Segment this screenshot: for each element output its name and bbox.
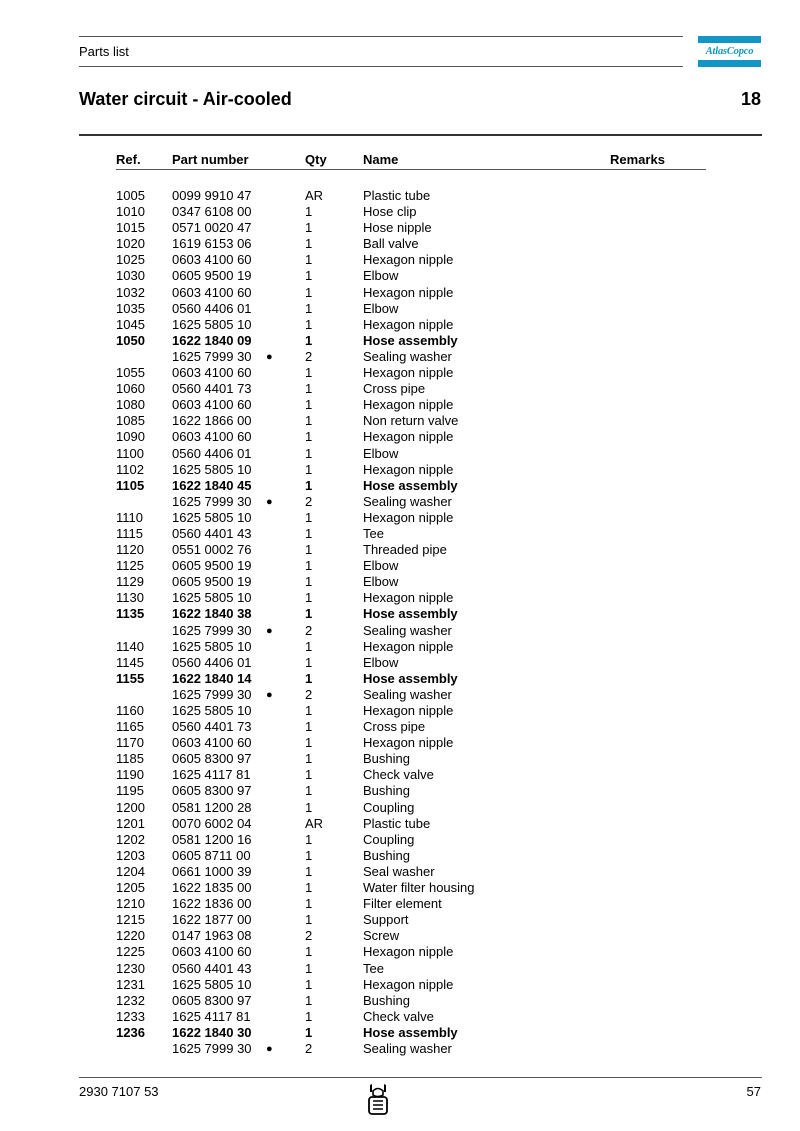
row-part-number: 1622 1877 00 xyxy=(172,912,252,928)
header-rule-top xyxy=(79,36,683,37)
row-qty: 1 xyxy=(305,831,313,847)
row-qty: 1 xyxy=(305,397,313,413)
row-part-number: 0605 9500 19 xyxy=(172,574,252,590)
page-number: 57 xyxy=(746,1084,761,1099)
row-name: Elbow xyxy=(363,574,399,590)
row-qty: 1 xyxy=(305,751,313,767)
row-part-number: 1622 1840 45 xyxy=(172,477,252,493)
row-qty: 1 xyxy=(305,590,313,606)
row-name: Elbow xyxy=(363,300,399,316)
row-name: Sealing washer xyxy=(363,493,452,509)
atlas-copco-logo xyxy=(698,36,761,67)
row-name: Elbow xyxy=(363,445,399,461)
table-row xyxy=(0,268,800,284)
row-ref: 1230 xyxy=(116,960,145,976)
row-name: Hose assembly xyxy=(363,332,458,348)
row-name: Hose nipple xyxy=(363,220,432,236)
row-qty: AR xyxy=(305,188,324,203)
row-part-number: 0581 1200 16 xyxy=(172,831,252,847)
row-qty: 1 xyxy=(305,381,313,397)
row-qty: 1 xyxy=(305,944,313,960)
row-ref: 1020 xyxy=(116,236,145,252)
table-row xyxy=(0,429,800,445)
table-row xyxy=(0,816,800,832)
row-name: Sealing washer xyxy=(363,622,452,638)
row-name: Elbow xyxy=(363,654,399,670)
row-part-number: 0605 8300 97 xyxy=(172,783,252,799)
row-ref: 1165 xyxy=(116,719,144,735)
table-row xyxy=(0,928,800,944)
row-part-number: 0661 1000 39 xyxy=(172,863,252,879)
row-qty: 1 xyxy=(305,236,313,252)
table-row xyxy=(0,510,800,526)
table-row xyxy=(0,236,800,252)
row-name: Plastic tube xyxy=(363,815,431,831)
row-name: Coupling xyxy=(363,831,415,847)
row-part-number: 1625 7999 30 xyxy=(172,622,252,638)
row-qty: 1 xyxy=(305,558,313,574)
row-name: Bushing xyxy=(363,783,410,799)
row-part-number: 1622 1840 09 xyxy=(172,332,252,348)
table-row xyxy=(0,446,800,462)
row-part-number: 0603 4100 60 xyxy=(172,365,252,381)
table-row xyxy=(0,317,800,333)
row-name: Hexagon nipple xyxy=(363,735,454,751)
table-row xyxy=(0,896,800,912)
row-qty: 1 xyxy=(305,284,313,300)
service-kit-icon xyxy=(366,1082,390,1118)
row-qty: 1 xyxy=(305,461,313,477)
row-name: Check valve xyxy=(363,767,434,783)
row-ref: 1045 xyxy=(116,316,145,332)
row-part-number: 1625 5805 10 xyxy=(172,638,252,654)
row-ref: 1035 xyxy=(116,300,145,316)
table-row xyxy=(0,220,800,236)
row-qty: 1 xyxy=(305,783,313,799)
column-header-remarks: Remarks xyxy=(610,152,665,167)
table-row xyxy=(0,623,800,639)
table-row xyxy=(0,558,800,574)
row-part-number: 0605 9500 19 xyxy=(172,558,252,574)
row-ref: 1140 xyxy=(116,638,144,654)
row-qty: 1 xyxy=(305,767,313,783)
row-ref: 1090 xyxy=(116,429,145,445)
row-ref: 1030 xyxy=(116,268,145,284)
row-qty: 1 xyxy=(305,670,313,686)
row-name: Sealing washer xyxy=(363,1040,452,1056)
row-part-number: 0560 4401 43 xyxy=(172,525,252,541)
row-ref: 1060 xyxy=(116,381,145,397)
row-ref: 1204 xyxy=(116,863,145,879)
row-qty: 1 xyxy=(305,477,313,493)
table-row xyxy=(0,719,800,735)
row-ref: 1160 xyxy=(116,703,144,718)
row-qty: 1 xyxy=(305,1008,313,1024)
row-name: Hexagon nipple xyxy=(363,397,454,413)
row-part-number: 1622 1835 00 xyxy=(172,880,252,896)
row-part-number: 1625 7999 30 xyxy=(172,493,252,509)
row-name: Cross pipe xyxy=(363,719,426,735)
table-row xyxy=(0,301,800,317)
row-part-number: 1625 5805 10 xyxy=(172,976,252,992)
row-qty: 1 xyxy=(305,847,313,863)
row-ref: 1125 xyxy=(116,558,144,574)
row-part-number: 0605 8300 97 xyxy=(172,751,252,767)
row-name: Tee xyxy=(363,960,384,976)
row-ref: 1155 xyxy=(116,670,145,686)
row-qty: 1 xyxy=(305,574,313,590)
table-row xyxy=(0,204,800,220)
row-name: Threaded pipe xyxy=(363,542,447,558)
row-part-number: 0560 4406 01 xyxy=(172,445,252,461)
row-name: Support xyxy=(363,912,409,928)
service-kit-marker-icon: ● xyxy=(266,350,273,363)
row-name: Sealing washer xyxy=(363,686,452,702)
row-name: Hexagon nipple xyxy=(363,509,454,525)
row-ref: 1202 xyxy=(116,831,145,847)
row-name: Hexagon nipple xyxy=(363,316,454,332)
row-name: Hose assembly xyxy=(363,1024,458,1040)
row-qty: 2 xyxy=(305,622,313,638)
row-part-number: 1625 5805 10 xyxy=(172,703,252,718)
table-row xyxy=(0,413,800,429)
row-qty: 2 xyxy=(305,1040,313,1056)
column-header-ref: Ref. xyxy=(116,152,141,167)
row-ref: 1233 xyxy=(116,1008,145,1024)
row-name: Tee xyxy=(363,525,384,541)
table-row xyxy=(0,606,800,622)
table-row xyxy=(0,735,800,751)
row-ref: 1195 xyxy=(116,783,144,799)
row-ref: 1135 xyxy=(116,606,145,622)
row-name: Bushing xyxy=(363,847,410,863)
column-header-part-number: Part number xyxy=(172,152,249,167)
table-row xyxy=(0,961,800,977)
row-part-number: 1625 5805 10 xyxy=(172,316,252,332)
row-part-number: 0605 8711 00 xyxy=(172,847,251,863)
row-part-number: 0603 4100 60 xyxy=(172,284,252,300)
table-row xyxy=(0,687,800,703)
row-part-number: 0603 4100 60 xyxy=(172,397,252,413)
row-qty: 1 xyxy=(305,525,313,541)
row-ref: 1032 xyxy=(116,284,145,300)
row-qty: 1 xyxy=(305,1024,313,1040)
row-qty: 2 xyxy=(305,348,313,364)
row-ref: 1190 xyxy=(116,767,144,783)
row-part-number: 1625 7999 30 xyxy=(172,348,252,364)
row-ref: 1185 xyxy=(116,751,144,767)
row-part-number: 1625 5805 10 xyxy=(172,590,252,606)
row-ref: 1201 xyxy=(116,815,145,831)
row-name: Hexagon nipple xyxy=(363,365,454,381)
table-row xyxy=(0,848,800,864)
row-part-number: 0560 4406 01 xyxy=(172,300,252,316)
row-qty: 1 xyxy=(305,429,313,445)
row-name: Elbow xyxy=(363,558,399,574)
table-row xyxy=(0,542,800,558)
row-qty: 1 xyxy=(305,365,313,381)
row-name: Coupling xyxy=(363,799,415,815)
row-part-number: 0605 8300 97 xyxy=(172,992,252,1008)
row-ref: 1025 xyxy=(116,252,145,268)
row-part-number: 0603 4100 60 xyxy=(172,944,252,960)
row-qty: 1 xyxy=(305,880,313,896)
row-qty: 1 xyxy=(305,445,313,461)
parts-table xyxy=(0,188,800,1057)
row-part-number: 0560 4401 43 xyxy=(172,960,252,976)
row-qty: 1 xyxy=(305,992,313,1008)
row-name: Water filter housing xyxy=(363,880,475,896)
table-row xyxy=(0,944,800,960)
row-name: Ball valve xyxy=(363,236,419,252)
row-qty: 1 xyxy=(305,654,313,670)
row-part-number: 0099 9910 47 xyxy=(172,188,252,203)
row-part-number: 1625 5805 10 xyxy=(172,509,252,525)
logo-text: AtlasCopco xyxy=(698,43,761,60)
row-part-number: 0560 4406 01 xyxy=(172,654,252,670)
row-name: Hexagon nipple xyxy=(363,944,454,960)
page-title: Water circuit - Air-cooled xyxy=(79,89,292,109)
service-kit-marker-icon: ● xyxy=(266,688,273,701)
row-ref: 1015 xyxy=(116,220,145,236)
table-row xyxy=(0,252,800,268)
row-name: Hose assembly xyxy=(363,670,458,686)
table-row xyxy=(0,639,800,655)
row-ref: 1210 xyxy=(116,896,145,912)
section-number: 18 xyxy=(740,89,761,109)
title-rule xyxy=(79,134,762,136)
row-name: Elbow xyxy=(363,268,399,284)
table-row xyxy=(0,365,800,381)
table-row xyxy=(0,977,800,993)
row-ref: 1105 xyxy=(116,477,145,493)
row-ref: 1129 xyxy=(116,574,144,590)
row-part-number: 1619 6153 06 xyxy=(172,236,252,252)
table-row xyxy=(0,381,800,397)
row-name: Hose assembly xyxy=(363,477,458,493)
row-part-number: 1625 5805 10 xyxy=(172,461,252,477)
row-name: Hexagon nipple xyxy=(363,638,454,654)
row-ref: 1115 xyxy=(116,525,143,541)
row-qty: 1 xyxy=(305,252,313,268)
row-part-number: 1622 1866 00 xyxy=(172,413,252,429)
row-name: Check valve xyxy=(363,1008,434,1024)
row-name: Cross pipe xyxy=(363,381,426,397)
row-name: Hexagon nipple xyxy=(363,429,454,445)
row-name: Screw xyxy=(363,928,400,944)
row-qty: 1 xyxy=(305,300,313,316)
row-part-number: 0560 4401 73 xyxy=(172,719,252,735)
row-ref: 1055 xyxy=(116,365,145,381)
row-part-number: 0347 6108 00 xyxy=(172,204,252,220)
table-row xyxy=(0,880,800,896)
table-row xyxy=(0,188,800,204)
row-ref: 1080 xyxy=(116,397,145,413)
table-row xyxy=(0,655,800,671)
table-row xyxy=(0,1025,800,1041)
row-qty: 2 xyxy=(305,928,313,944)
row-qty: 1 xyxy=(305,332,313,348)
row-part-number: 1625 4117 81 xyxy=(172,1008,251,1024)
row-ref: 1010 xyxy=(116,204,145,220)
row-name: Plastic tube xyxy=(363,188,431,203)
row-part-number: 0603 4100 60 xyxy=(172,429,252,445)
row-part-number: 1622 1840 38 xyxy=(172,606,252,622)
row-ref: 1225 xyxy=(116,944,145,960)
service-kit-marker-icon: ● xyxy=(266,495,273,508)
row-name: Filter element xyxy=(363,896,442,912)
table-row xyxy=(0,494,800,510)
table-row xyxy=(0,1041,800,1057)
row-ref: 1120 xyxy=(116,542,144,558)
column-header-name: Name xyxy=(363,152,399,167)
row-qty: 1 xyxy=(305,735,313,751)
row-qty: 2 xyxy=(305,493,313,509)
table-row xyxy=(0,912,800,928)
row-ref: 1130 xyxy=(116,590,144,606)
row-name: Hexagon nipple xyxy=(363,284,454,300)
row-part-number: 0070 6002 04 xyxy=(172,815,252,831)
row-ref: 1005 xyxy=(116,188,145,203)
row-qty: 1 xyxy=(305,976,313,992)
row-part-number: 1622 1840 14 xyxy=(172,670,252,686)
document-number: 2930 7107 53 xyxy=(79,1084,159,1099)
header-rule-bottom xyxy=(79,66,683,67)
row-ref: 1050 xyxy=(116,332,145,348)
row-qty: 2 xyxy=(305,686,313,702)
table-row xyxy=(0,526,800,542)
table-row xyxy=(0,864,800,880)
row-name: Hose clip xyxy=(363,204,417,220)
row-name: Bushing xyxy=(363,751,410,767)
row-name: Hexagon nipple xyxy=(363,590,454,606)
row-part-number: 0571 0020 47 xyxy=(172,220,252,236)
column-header-qty: Qty xyxy=(305,152,327,167)
row-ref: 1170 xyxy=(116,735,144,751)
row-part-number: 1625 7999 30 xyxy=(172,1040,252,1056)
row-qty: 1 xyxy=(305,960,313,976)
table-row xyxy=(0,751,800,767)
table-row xyxy=(0,671,800,687)
row-ref: 1232 xyxy=(116,992,145,1008)
row-qty: 1 xyxy=(305,413,313,429)
row-ref: 1203 xyxy=(116,847,145,863)
row-qty: 1 xyxy=(305,606,313,622)
header-label: Parts list xyxy=(79,44,129,59)
table-row xyxy=(0,590,800,606)
table-row xyxy=(0,767,800,783)
row-part-number: 0581 1200 28 xyxy=(172,799,252,815)
row-qty: 1 xyxy=(305,912,313,928)
row-ref: 1205 xyxy=(116,880,145,896)
row-qty: 1 xyxy=(305,542,313,558)
row-name: Bushing xyxy=(363,992,410,1008)
row-qty: 1 xyxy=(305,896,313,912)
row-qty: 1 xyxy=(305,719,313,735)
table-row xyxy=(0,703,800,719)
row-name: Sealing washer xyxy=(363,348,452,364)
service-kit-marker-icon: ● xyxy=(266,1042,273,1055)
row-qty: AR xyxy=(305,815,324,831)
row-ref: 1085 xyxy=(116,413,145,429)
table-row xyxy=(0,397,800,413)
table-row xyxy=(0,333,800,349)
row-part-number: 0560 4401 73 xyxy=(172,381,252,397)
row-part-number: 0605 9500 19 xyxy=(172,268,252,284)
row-ref: 1145 xyxy=(116,654,144,670)
row-name: Hose assembly xyxy=(363,606,458,622)
table-row xyxy=(0,1009,800,1025)
footer-rule xyxy=(79,1077,762,1078)
row-ref: 1110 xyxy=(116,509,143,525)
row-part-number: 1625 4117 81 xyxy=(172,767,251,783)
row-ref: 1231 xyxy=(116,976,145,992)
row-ref: 1200 xyxy=(116,799,145,815)
row-part-number: 0551 0002 76 xyxy=(172,542,252,558)
table-row xyxy=(0,800,800,816)
row-name: Seal washer xyxy=(363,863,435,879)
row-name: Hexagon nipple xyxy=(363,461,454,477)
table-row xyxy=(0,574,800,590)
row-qty: 1 xyxy=(305,799,313,815)
row-ref: 1220 xyxy=(116,928,145,944)
table-row xyxy=(0,349,800,365)
row-qty: 1 xyxy=(305,220,313,236)
row-part-number: 0147 1963 08 xyxy=(172,928,252,944)
row-part-number: 0603 4100 60 xyxy=(172,735,252,751)
row-ref: 1215 xyxy=(116,912,145,928)
row-qty: 1 xyxy=(305,268,313,284)
table-row xyxy=(0,832,800,848)
row-name: Hexagon nipple xyxy=(363,703,454,718)
row-part-number: 1622 1836 00 xyxy=(172,896,252,912)
row-qty: 1 xyxy=(305,204,313,220)
row-qty: 1 xyxy=(305,863,313,879)
row-part-number: 0603 4100 60 xyxy=(172,252,252,268)
table-row xyxy=(0,993,800,1009)
row-qty: 1 xyxy=(305,703,313,718)
header-row-rule xyxy=(116,169,706,170)
table-row xyxy=(0,462,800,478)
row-ref: 1236 xyxy=(116,1024,145,1040)
row-ref: 1102 xyxy=(116,461,144,477)
row-ref: 1100 xyxy=(116,445,144,461)
service-kit-marker-icon: ● xyxy=(266,624,273,637)
table-row xyxy=(0,783,800,799)
row-name: Non return valve xyxy=(363,413,459,429)
row-qty: 1 xyxy=(305,316,313,332)
row-qty: 1 xyxy=(305,509,313,525)
row-part-number: 1625 7999 30 xyxy=(172,686,252,702)
row-qty: 1 xyxy=(305,638,313,654)
row-name: Hexagon nipple xyxy=(363,976,454,992)
row-name: Hexagon nipple xyxy=(363,252,454,268)
table-row xyxy=(0,285,800,301)
table-row xyxy=(0,478,800,494)
row-part-number: 1622 1840 30 xyxy=(172,1024,252,1040)
